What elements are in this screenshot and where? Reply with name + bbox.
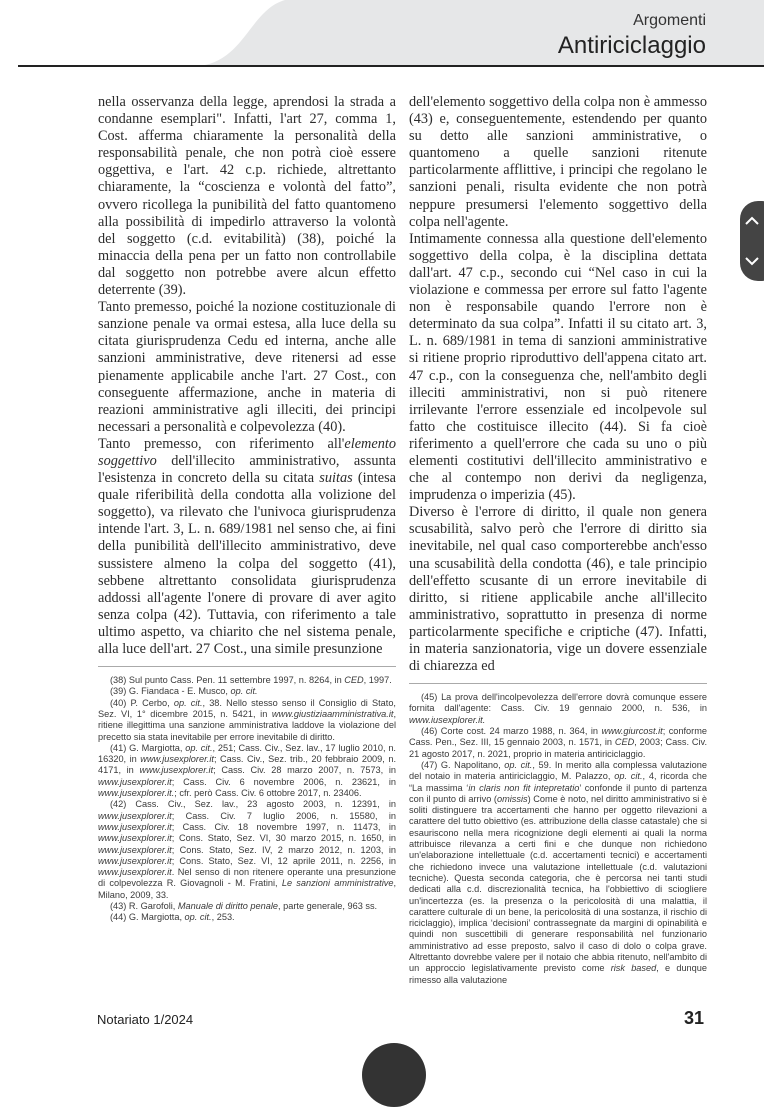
footnote-39: (39) G. Fiandaca - E. Musco, op. cit. bbox=[110, 686, 258, 697]
paragraph bbox=[98, 436, 396, 658]
footnote-divider bbox=[98, 666, 396, 667]
page-header bbox=[0, 0, 764, 67]
footnote-divider bbox=[409, 683, 707, 684]
footnote-43: (43) R. Garofoli, Manuale di diritto penale, parte generale, 963 ss. bbox=[110, 901, 378, 912]
journal-issue: Notariato 1/2024 bbox=[97, 1011, 194, 1027]
footnote-46: (46) Corte cost. 24 marzo 1988, n. 364, in www.giurcost.it; conforme Cass. Pen., Sez. III, 15 gennaio 2003, n. 1571, in CED, 2003; Cass. Civ. 21 agosto 2017, n. 2021, proprio in materia antiriciclaggio. bbox=[409, 726, 707, 759]
footnote-38: (38) Sul punto Cass. Pen. 11 settembre 1997, n. 8264, in CED, 1997. bbox=[110, 675, 392, 686]
paragraph: Diverso è l'errore di diritto, il quale non genera scusabilità, salvo però che l'errore di diritto sia inevitabile, nel qual caso comporterebbe anch'esso una scusabilità della condotta (46), e tale principio dell'effetto scusante di un errore inevitabile di diritto, si ritiene applicabile anche all'illecito amministrativo, soprattutto in presenza di norme particolarmente specifiche e criptiche (47). Infatti, in materia sanzionatoria, vige un dovere essenziale di chiarezza ed bbox=[409, 504, 707, 675]
chevron-down-icon bbox=[745, 256, 759, 266]
text: (intesa quale riferibilità della condotta alla volizione del soggetto), va rilevato che l'univoca giurisprudenza intende l'art. 3, L. n. 689/1981 nel senso che, ai fini della punibilità dell'illecito amministrativo, deve sussistere almeno la colpa del soggetto (41), sebbene altrettanto consolidata giurisprudenza addossi all'agente l'onere di provare di aver agito senza colpa (42). Tuttavia, con riferimento a tale ultimo aspetto, va chiarito che nel sistema penale, alla luce dell'art. 27 Cost., una simile presunzione bbox=[98, 470, 396, 657]
emphasis: suitas bbox=[319, 470, 353, 487]
footnote-42: (42) Cass. Civ., Sez. lav., 23 agosto 2003, n. 12391, in www.jusexplorer.it; Cass. Civ. 7 luglio 2006, n. 15580, in www.jusexplorer.it; Cass. Civ. 18 novembre 1997, n. 11473, in www.jusexplorer.it; Cons. Stato, Sez. VI, 30 marzo 2015, n. 1650, in www.jusexplorer.it; Cons. Stato, Sez. IV, 2 marzo 2012, n. 1203, in www.jusexplorer.it; Cons. Stato, Sez. VI, 12 aprile 2011, n. 2256, in www.jusexplorer.it. Nel senso di non ritenere operante una presunzione di colpevolezza R. Giovagnoli - M. Fratini, Le sanzioni amministrative, Milano, 2009, 33. bbox=[98, 799, 396, 900]
footnote-45: (45) La prova dell'incolpevolezza dell'errore dovrà comunque essere fornita dall'agente: Cass. Civ. 19 gennaio 2000, n. 536, in www.iusexplorer.it. bbox=[409, 692, 707, 725]
footnote-44: (44) G. Margiotta, op. cit., 253. bbox=[110, 912, 235, 923]
bottom-area bbox=[0, 1029, 764, 1069]
previous-page-button[interactable] bbox=[740, 201, 764, 241]
text: Tanto premesso, con riferimento all' bbox=[98, 435, 345, 452]
left-column bbox=[98, 94, 396, 658]
paragraph: Tanto premesso, poiché la nozione costituzionale di sanzione penale va ormai estesa, alla luce della su citata giurisprudenza Cedu ed interna, anche alle sanzioni amministrative, deve ritenersi ad esse pienamente applicabile anche l'art. 27 Cost., con conseguente affermazione, anche in materia di reazioni amministrative agli illeciti, dei principi necessari a personalità e colpevolezza (40). bbox=[98, 299, 396, 435]
footnotes-left bbox=[98, 675, 396, 924]
chevron-up-icon bbox=[745, 216, 759, 226]
paragraph: Intimamente connessa alla questione dell'elemento soggettivo della colpa, è la disciplina dettata dall'art. 47 c.p., secondo cui “Nel caso in cui la violazione e commessa per errore sul fatto l'agente non è responsabile quando l'errore non è determinato da sua colpa”. Infatti il su citato art. 3, L. n. 689/1981 in tema di sanzioni amministrative si ritiene proprio riproduttivo dell'appena citato art. 47 c.p., con la conseguenza che, nell'ambito degli illeciti amministrativi, non si può ritenere irrilevante l'errore essenziale ed incolpevole sul fatto che costituisce illecito (44). Si fa cioè riferimento a quell'errore che cada su uno o più elementi costitutivi dell'illecito amministrativo e che al contempo non derivi da negligenza, imprudenza o imperizia (45). bbox=[409, 230, 707, 504]
page-number: 31 bbox=[683, 1007, 704, 1028]
header-rule bbox=[18, 65, 764, 67]
footnote-47: (47) G. Napolitano, op. cit., 59. In merito alla complessa valutazione del notaio in materia antiriciclaggio, M. Palazzo, op. cit., 4, ricorda che “La massima ‘in claris non fit intepretatio’ confonde il punto di partenza con il punto di arrivo (omissis) Come è noto, nel diritto amministrativo si è soliti distinguere tra accertamenti che hanno per oggetto rilevazioni a carattere del tutto obiettivo (es. attribuzione della classe catastale) che si esauriscono nella mera ricognizione degli elementi ai quali la norma attribuisce rilevanza a certi fini e che dunque non richiedono un'elaborazione intellettuale (c.d. accertamenti tecnici) e accertamenti che richiedono invece una valutazione intellettuale (c.d. valutazioni tecniche). Questa seconda categoria, che è percorsa nei tanti studi dedicati alla c.d. discrezionalità tecnica, ha l'obbiettivo di sciogliere un'incertezza (es. la presenza o la pericolosità di una malattia, il carattere culturale di un bene, la pericolosità di una sostanza, il rischio di riciclaggio), implica ‘decisioni’ contrassegnate da margini di opinabilità e quindi non suscettibili di generare responsabilità nel funzionario amministrativo ad esse preposto, salvo il caso di dolo o colpa grave. Altrettanto dovrebbe valere per il notaio che abbia ritenuto, nell'ambito di un approccio legislativamente previsto come risk based, e dunque rimesso alla valutazione bbox=[409, 759, 708, 985]
page-body bbox=[0, 67, 764, 986]
left-page-column bbox=[98, 94, 396, 986]
right-column bbox=[409, 94, 707, 675]
footnotes-right bbox=[409, 692, 707, 986]
emphasis: elemento soggettivo bbox=[98, 435, 396, 469]
right-page-column bbox=[409, 94, 707, 986]
next-page-button[interactable] bbox=[740, 241, 764, 281]
text: dell'illecito amministrativo, assunta l'esistenza in concreto della su citata bbox=[98, 452, 396, 487]
page-navigation bbox=[740, 201, 764, 281]
paragraph: dell'elemento soggettivo della colpa non è ammesso (43) e, conseguentemente, estendendo per quanto su detto alle sanzioni amministrative, o quantomeno a quelle sanzioni ritenute particolarmente afflittive, i principi che regolano le sanzioni penali, risulta evidente che non potrà neppure presumersi l'elemento soggettivo della colpa nell'agente. bbox=[409, 94, 707, 230]
footnote-40: (40) P. Cerbo, op. cit., 38. Nello stesso senso il Consiglio di Stato, Sez. VI, 1° dicembre 2015, n. 5421, in www.giustiziaamministrativa.it, ritiene illegittima una sanzione amministrativa laddove la violazione del precetto sia stata inevitabile per errore inevitabile di diritto. bbox=[98, 697, 396, 742]
section-label: Argomenti bbox=[633, 12, 706, 29]
page-title: Antiriciclaggio bbox=[557, 32, 706, 59]
footnote-41: (41) G. Margiotta, op. cit., 251; Cass. Civ., Sez. lav., 17 luglio 2010, n. 16320, in www.jusexplorer.it; Cass. Civ., Sez. trib., 20 febbraio 2009, n. 4171, in www.jusexplorer.it; Cass. Civ. 28 marzo 2007, n. 7573, in www.jusexplorer.it; Cass. Civ. 6 novembre 2006, n. 23621, in www.jusexplorer.it.; cfr. però Cass. Civ. 6 ottobre 2017, n. 23406. bbox=[98, 742, 397, 799]
paragraph: nella osservanza della legge, aprendosi la strada a condanne esemplari". Infatti, l'art 27, comma 1, Cost. afferma chiaramente la personalità della responsabilità penale, che non potrà cioè essere oggettiva, e l'art. 42 c.p. richiede, altrettanto chiaramente, la “coscienza e volontà del fatto”, ovvero ricollega la punibilità del fatto quantomeno alla possibilità di impedirlo attraverso la volontà del soggetto (c.d. evitabilità) (38), poiché la minaccia della pena per un fatto non controllabile dal soggetto non potrebbe avere alcun effetto deterrente (39). bbox=[98, 94, 396, 299]
floating-action-button[interactable] bbox=[362, 1043, 426, 1107]
page-footer bbox=[0, 986, 764, 1029]
